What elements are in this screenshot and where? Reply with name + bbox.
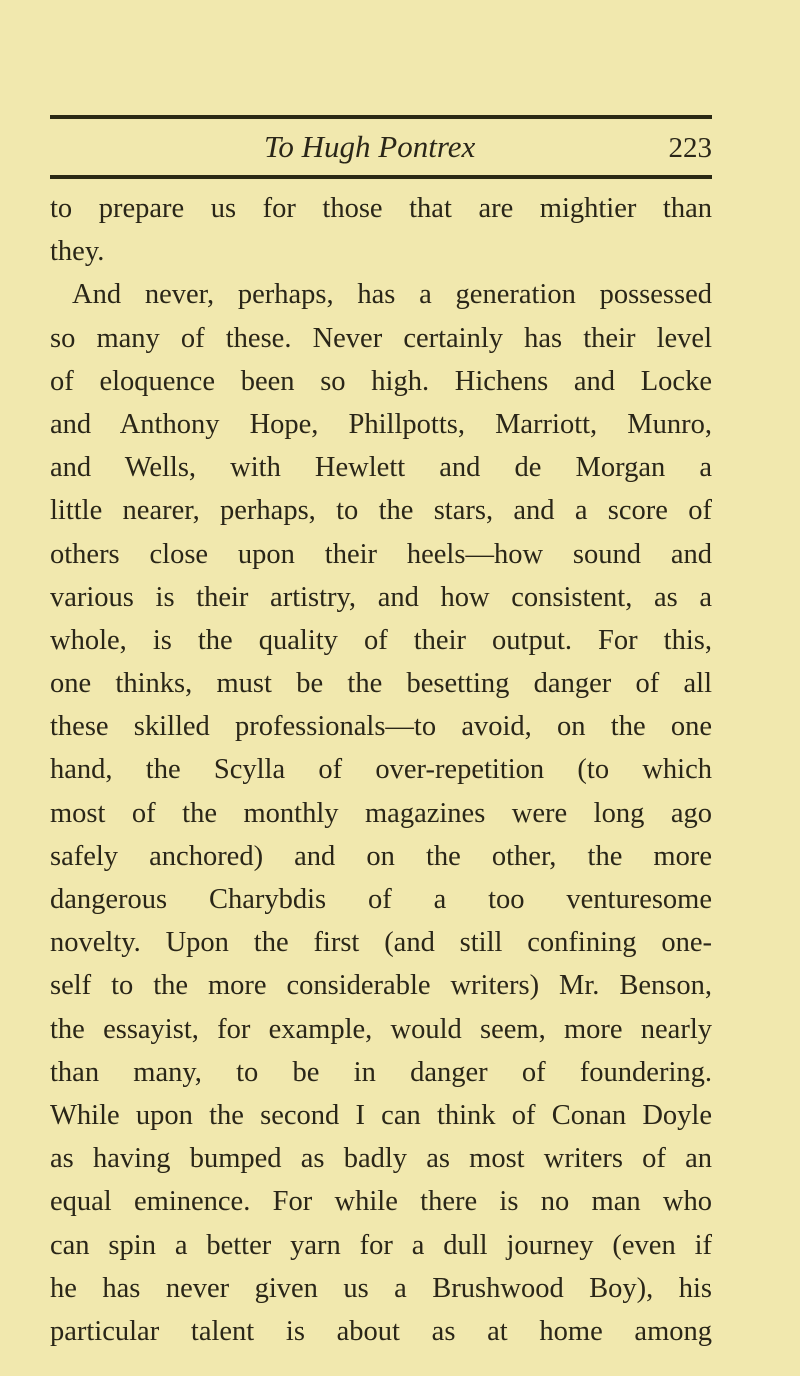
text-line: While upon the second I can think of Conan Doyle bbox=[50, 1099, 712, 1131]
text-line: self to the more considerable writers) Mr. Benson, bbox=[50, 970, 712, 1002]
text-line: and Wells, with Hewlett and de Morgan a bbox=[50, 452, 712, 484]
text-line: they. bbox=[50, 236, 105, 268]
text-line: novelty. Upon the first (and still confining one- bbox=[50, 927, 712, 959]
text-line: equal eminence. For while there is no man who bbox=[50, 1186, 712, 1218]
text-line: so many of these. Never certainly has their level bbox=[50, 322, 712, 354]
header-rule-bottom bbox=[50, 175, 712, 179]
text-line: little nearer, perhaps, to the stars, and a score of bbox=[50, 495, 712, 527]
page-number: 223 bbox=[668, 132, 712, 164]
text-line: than many, to be in danger of foundering. bbox=[50, 1056, 712, 1088]
text-line: And never, perhaps, has a generation possessed bbox=[72, 279, 712, 311]
text-line: of eloquence been so high. Hichens and Locke bbox=[50, 365, 712, 397]
text-line: as having bumped as badly as most writers of an bbox=[50, 1143, 712, 1175]
text-line: and Anthony Hope, Phillpotts, Marriott, Munro, bbox=[50, 408, 712, 440]
text-line: whole, is the quality of their output. For this, bbox=[50, 624, 712, 656]
text-line: to prepare us for those that are mightier than bbox=[50, 193, 712, 224]
text-line: dangerous Charybdis of a too venturesome bbox=[50, 884, 712, 915]
text-line: others close upon their heels—how sound and bbox=[50, 538, 712, 570]
text-line: one thinks, must be the besetting danger of all bbox=[50, 668, 712, 700]
text-line: hand, the Scylla of over-repetition (to which bbox=[50, 754, 712, 786]
running-head bbox=[50, 128, 712, 166]
header-rule-top bbox=[50, 115, 712, 119]
text-line: safely anchored) and on the other, the more bbox=[50, 840, 712, 872]
text-line: particular talent is about as at home among bbox=[50, 1315, 712, 1347]
body-text bbox=[50, 187, 712, 1353]
text-line: the essayist, for example, would seem, more nearly bbox=[50, 1013, 712, 1045]
text-line: he has never given us a Brushwood Boy), his bbox=[50, 1272, 712, 1304]
text-line: these skilled professionals—to avoid, on the one bbox=[50, 711, 712, 743]
text-line: various is their artistry, and how consistent, as a bbox=[50, 581, 712, 613]
text-line: can spin a better yarn for a dull journey (even if bbox=[50, 1229, 712, 1261]
text-line: most of the monthly magazines were long ago bbox=[50, 797, 712, 829]
running-head-title: To Hugh Pontrex bbox=[264, 129, 476, 164]
